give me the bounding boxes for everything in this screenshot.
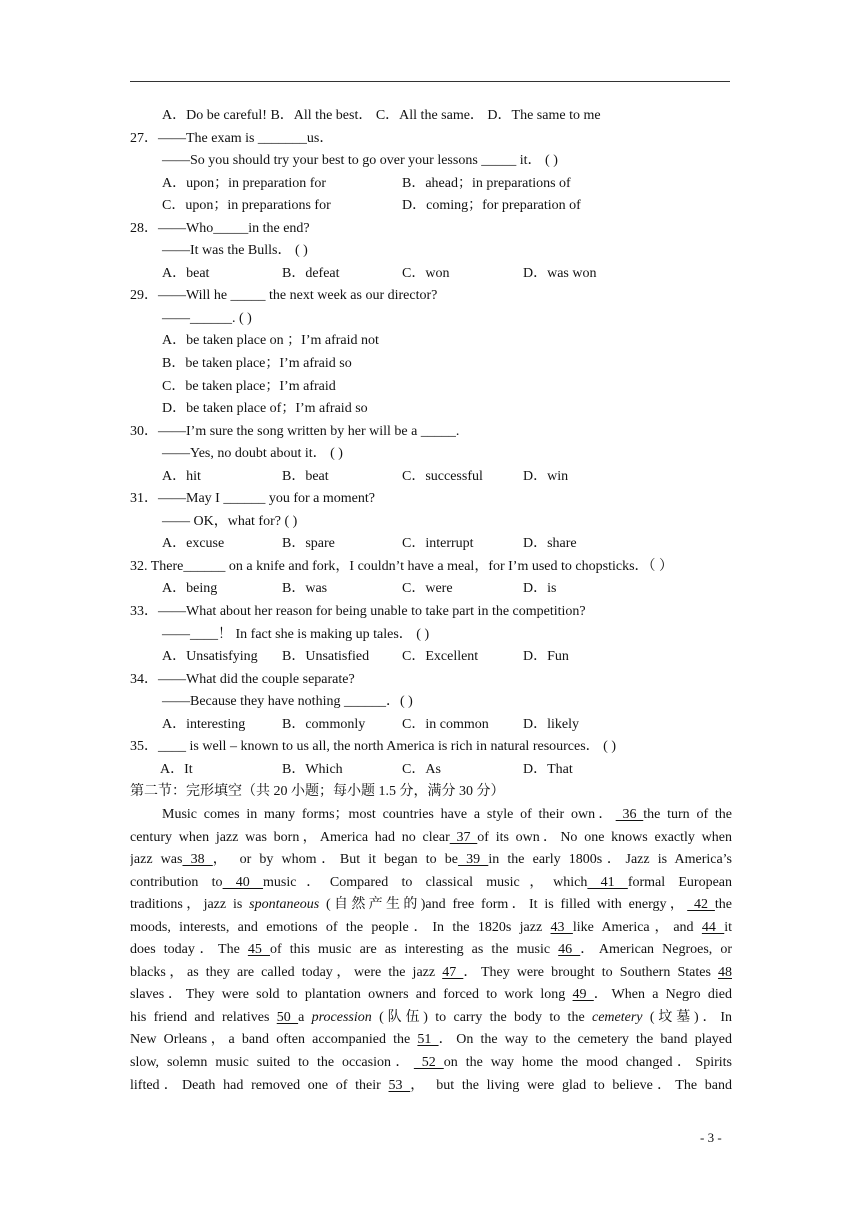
option-c: C．upon；in preparations for bbox=[162, 198, 331, 214]
option-b: B．Unsatisfied bbox=[282, 649, 370, 665]
option-c: C．interrupt bbox=[402, 536, 474, 552]
blank-47: 47 bbox=[442, 964, 464, 980]
option-b: B．was bbox=[282, 581, 328, 597]
q31-options bbox=[130, 533, 732, 556]
blank-36: 36 bbox=[615, 806, 644, 822]
passage-line: contribution to 40 music．Compared to classical music，which 41 formal European bbox=[130, 874, 732, 890]
q30-options bbox=[130, 466, 732, 489]
option-d: D．was won bbox=[523, 265, 597, 281]
q34-options bbox=[130, 714, 732, 737]
option-a: A．hit bbox=[162, 468, 201, 484]
blank-42: 42 bbox=[687, 897, 715, 913]
q29-option-c: C．be taken place；I’m afraid bbox=[162, 378, 336, 394]
option-d: D．coming；for preparation of bbox=[402, 198, 581, 214]
option-a: A．interesting bbox=[162, 716, 246, 732]
passage-line: century when jazz was born，America had no clear 37 of its own．No one knows exactly when bbox=[130, 829, 732, 845]
option-a: A．upon；in preparation for bbox=[162, 175, 327, 191]
option-b: B．ahead；in preparations of bbox=[402, 175, 571, 191]
option-b: B．commonly bbox=[282, 716, 366, 732]
q27-stem: 27．——The exam is _______us． bbox=[130, 130, 334, 146]
q28-response: ——It was the Bulls． ( ) bbox=[162, 243, 308, 259]
q32-stem: 32. There______ on a knife and fork，I couldn’t have a meal，for I’m used to chopsticks．（ ） bbox=[130, 558, 674, 574]
q31-stem: 31．——May I ______ you for a moment? bbox=[130, 491, 375, 507]
blank-48: 48 bbox=[718, 964, 732, 980]
passage-line: does today．The 45 of this music are as interesting as the music 46 ．American Negroes, or bbox=[130, 942, 732, 958]
q27-options-row1 bbox=[130, 173, 732, 196]
q27-response: ——So you should try your best to go over your lessons _____ it． ( ) bbox=[162, 153, 558, 169]
blank-44: 44 bbox=[701, 919, 725, 935]
q34-response: ——Because they have nothing ______．( ) bbox=[162, 694, 413, 710]
option-c: C．in common bbox=[402, 716, 489, 732]
option-c: C．As bbox=[402, 761, 441, 777]
q35-stem: 35．____ is well – known to us all, the north America is rich in natural resources． ( ) bbox=[130, 739, 617, 755]
blank-41: 41 bbox=[587, 874, 628, 890]
option-d: D．That bbox=[523, 761, 573, 777]
option-b: B．Which bbox=[282, 761, 343, 777]
blank-46: 46 bbox=[558, 942, 581, 958]
q29-option-a: A．be taken place on ；I’m afraid not bbox=[162, 333, 379, 349]
passage-line: Music comes in many forms；most countries have a style of their own． 36 the turn of the bbox=[162, 806, 732, 822]
option-d: D．likely bbox=[523, 716, 579, 732]
blank-53: 53 bbox=[388, 1077, 411, 1093]
option-a: A．being bbox=[162, 581, 218, 597]
blank-40: 40 bbox=[222, 874, 264, 890]
passage-line: traditions，jazz is spontaneous (自然产生的)and free form．It is filled with energy， 42 the bbox=[130, 897, 732, 913]
q29-option-d: D．be taken place of；I’m afraid so bbox=[162, 401, 368, 417]
q33-options bbox=[130, 646, 732, 669]
blank-43: 43 bbox=[550, 919, 573, 935]
page-number: - 3 - bbox=[700, 1130, 722, 1145]
option-d: D．Fun bbox=[523, 649, 569, 665]
q34-stem: 34．——What did the couple separate? bbox=[130, 671, 355, 687]
option-a: A．beat bbox=[162, 265, 210, 281]
q29-response: ——______. ( ) bbox=[162, 310, 252, 326]
option-b: B．spare bbox=[282, 536, 335, 552]
q35-options bbox=[130, 759, 732, 782]
q29-option-b: B．be taken place；I’m afraid so bbox=[162, 356, 352, 372]
section-heading: 第二节：完形填空（共 20 小题；每小题 1.5 分，满分 30 分） bbox=[130, 784, 505, 800]
q28-stem: 28．——Who_____in the end? bbox=[130, 220, 310, 236]
q33-stem: 33．——What about her reason for being unable to take part in the competition? bbox=[130, 604, 586, 620]
option-b: B．defeat bbox=[282, 265, 340, 281]
q30-stem: 30．——I’m sure the song written by her will be a _____. bbox=[130, 423, 460, 439]
passage-line: lifted．Death had removed one of their 53 ， but the living were glad to believe．The band bbox=[130, 1077, 732, 1093]
q30-response: ——Yes, no doubt about it． ( ) bbox=[162, 446, 343, 462]
blank-37: 37 bbox=[449, 829, 478, 845]
q29-stem: 29．——Will he _____ the next week as our director? bbox=[130, 288, 438, 304]
q28-options bbox=[130, 263, 732, 286]
option-c: C．Excellent bbox=[402, 649, 479, 665]
option-b: B．beat bbox=[282, 468, 329, 484]
passage-line: blacks，as they are called today，were the jazz 47 ．They were brought to Southern States 48 bbox=[130, 964, 732, 980]
option-a: A．It bbox=[160, 761, 193, 777]
option-c: C．won bbox=[402, 265, 450, 281]
blank-52: 52 bbox=[413, 1054, 444, 1070]
q32-options bbox=[130, 578, 732, 601]
option-d: D．win bbox=[523, 468, 569, 484]
q27-options-row2 bbox=[130, 195, 732, 218]
option-d: D．share bbox=[523, 536, 577, 552]
blank-50: 50 bbox=[276, 1009, 299, 1025]
blank-38: 38 bbox=[182, 852, 213, 868]
option-c: C．were bbox=[402, 581, 453, 597]
passage-line: jazz was 38 ， or by whom．But it began to be 39 in the early 1800s．Jazz is America’s bbox=[130, 852, 732, 868]
passage-line: his friend and relatives 50 a procession (队伍) to carry the body to the cemetery (坟墓)．In bbox=[130, 1009, 732, 1025]
option-d: D．is bbox=[523, 581, 557, 597]
q26-options: A．Do be careful! B．All the best． C．All the same． D．The same to me bbox=[162, 108, 601, 123]
passage-line: slow, solemn music suited to the occasion． 52 on the way home the mood changed．Spirits bbox=[130, 1054, 732, 1070]
blank-45: 45 bbox=[247, 942, 270, 958]
q31-response: —— OK，what for? ( ) bbox=[162, 513, 298, 529]
passage-line: slaves．They were sold to plantation owners and forced to work long 49 ．When a Negro died bbox=[130, 987, 732, 1003]
blank-49: 49 bbox=[572, 987, 594, 1003]
q33-response: ——____！ In fact she is making up tales． ( ) bbox=[162, 626, 430, 642]
passage-line: New Orleans，a band often accompanied the 51 ．On the way to the cemetery the band played bbox=[130, 1032, 732, 1048]
header-rule bbox=[130, 81, 730, 82]
passage-line: moods, interests, and emotions of the people．In the 1820s jazz 43 like America，and 44 it bbox=[130, 919, 732, 935]
blank-39: 39 bbox=[458, 852, 489, 868]
blank-51: 51 bbox=[417, 1032, 439, 1048]
option-a: A．Unsatisfying bbox=[162, 649, 258, 665]
document-body bbox=[130, 105, 732, 1097]
option-a: A．excuse bbox=[162, 536, 225, 552]
option-c: C．successful bbox=[402, 468, 483, 484]
